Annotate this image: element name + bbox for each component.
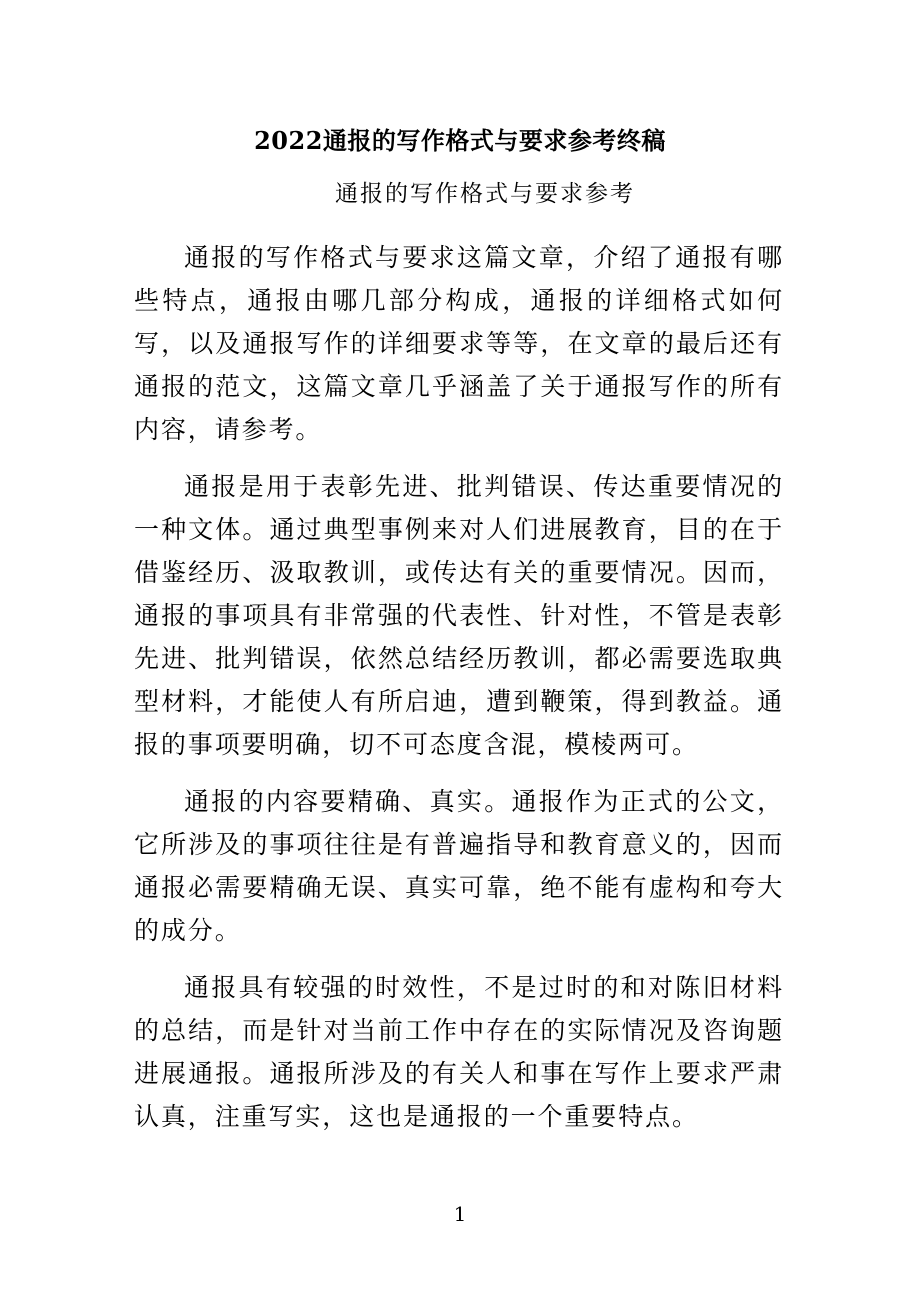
body-paragraph: 通报的内容要精确、真实。通报作为正式的公文，它所涉及的事项往往是有普遍指导和教育意义的，因而通报必需要精确无误、真实可靠，绝不能有虚构和夸大的成分。 <box>134 787 784 945</box>
document-body <box>134 236 784 1152</box>
body-paragraph: 通报具有较强的时效性，不是过时的和对陈旧材料的总结，而是针对当前工作中存在的实际情况及咨询题进展通报。通报所涉及的有关人和事在写作上要求严肃认真，注重写实，这也是通报的一个重要特点。 <box>134 973 784 1131</box>
page-number: 1 <box>453 1202 467 1226</box>
document-subtitle: 通报的写作格式与要求参考 <box>335 181 635 207</box>
document-title: 2022通报的写作格式与要求参考终稿 <box>254 126 666 155</box>
body-paragraph: 通报是用于表彰先进、批判错误、传达重要情况的一种文体。通过典型事例来对人们进展教育，目的在于借鉴经历、汲取教训，或传达有关的重要情况。因而，通报的事项具有非常强的代表性、针对性，不管是表彰先进、批判错误，依然总结经历教训，都必需要选取典型材料，才能使人有所启迪，遭到鞭策，得到教益。通报的事项要明确，切不可态度含混，模棱两可。 <box>134 472 784 759</box>
body-paragraph: 通报的写作格式与要求这篇文章，介绍了通报有哪些特点，通报由哪几部分构成，通报的详细格式如何写，以及通报写作的详细要求等等，在文章的最后还有通报的范文，这篇文章几乎涵盖了关于通报写作的所有内容，请参考。 <box>134 243 784 444</box>
